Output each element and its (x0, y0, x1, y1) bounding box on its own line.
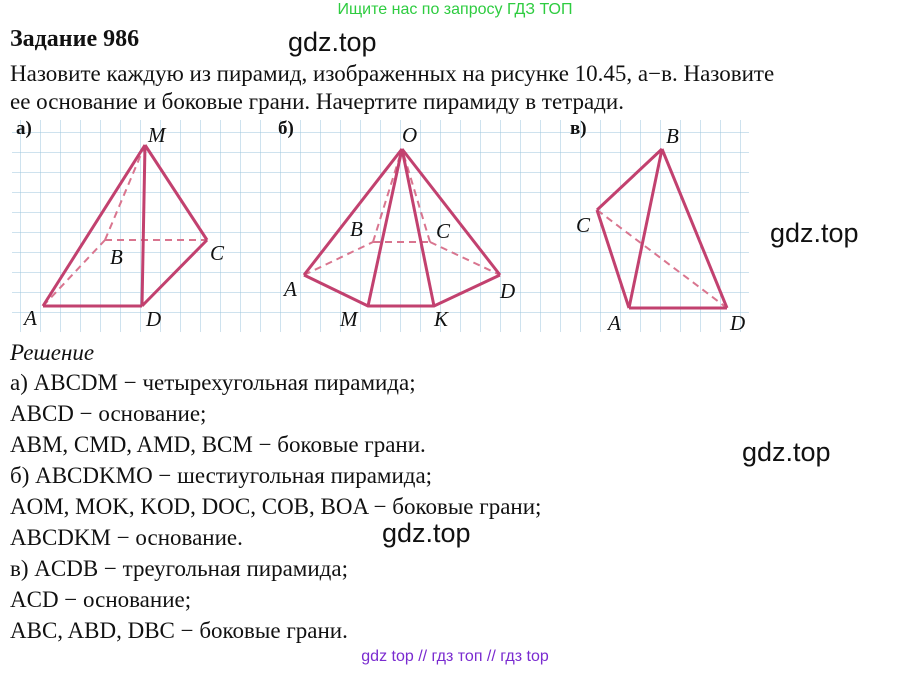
point-label-M: M (148, 123, 166, 147)
point-label-M: M (340, 307, 358, 331)
top-banner: Ищите нас по запросу ГДЗ ТОП (337, 1, 573, 18)
point-label-B: B (350, 217, 363, 241)
watermark: gdz.top (770, 218, 859, 248)
point-label-K: K (434, 307, 449, 331)
task-text-line-2: ее основание и боковые грани. Начертите пирамиду в тетради. (10, 89, 624, 114)
bottom-links: gdz top // гдз топ // гдз top (361, 648, 549, 665)
point-label-C: C (576, 213, 591, 237)
panel-label-b: б) (278, 118, 294, 139)
solution-line: в) ACDB − треугольная пирамида; (10, 556, 348, 581)
point-label-B: B (110, 245, 123, 269)
point-label-O: O (402, 123, 418, 147)
point-label-A: A (608, 311, 621, 335)
solution-line: а) ABCDM − четырехугольная пирамида; (10, 370, 416, 395)
solution-heading: Решение (10, 340, 95, 365)
watermark: gdz.top (288, 27, 377, 57)
task-text-line-1: Назовите каждую из пирамид, изображенных на рисунке 10.45, а−в. Назовите (10, 61, 775, 86)
solution-line: ABCD − основание; (10, 401, 207, 426)
solution-line: ABC, ABD, DBC − боковые грани. (10, 618, 348, 643)
solution-line: AOM, MOK, KOD, DOC, COB, BOA − боковые грани; (10, 494, 542, 519)
solution-line: б) ABCDKMO − шестиугольная пирамида; (10, 463, 433, 488)
point-label-D: D (730, 311, 746, 335)
panel-label-c: в) (570, 118, 587, 139)
solution-line: ACD − основание; (10, 587, 192, 612)
panel-label-a: а) (16, 118, 32, 139)
point-label-A: A (24, 306, 37, 330)
watermark: gdz.top (742, 437, 831, 467)
point-label-D: D (500, 279, 516, 303)
grid-background (12, 120, 749, 332)
point-label-C: C (436, 219, 451, 243)
task-title: Задание 986 (10, 26, 140, 52)
watermark: gdz.top (382, 518, 471, 548)
point-label-B: B (666, 124, 679, 148)
solution-line: ABM, CMD, AMD, BCM − боковые грани. (10, 432, 426, 457)
point-label-A: A (284, 277, 297, 301)
point-label-D: D (146, 307, 162, 331)
point-label-C: C (210, 241, 225, 265)
solution-line: ABCDKM − основание. (10, 525, 243, 550)
